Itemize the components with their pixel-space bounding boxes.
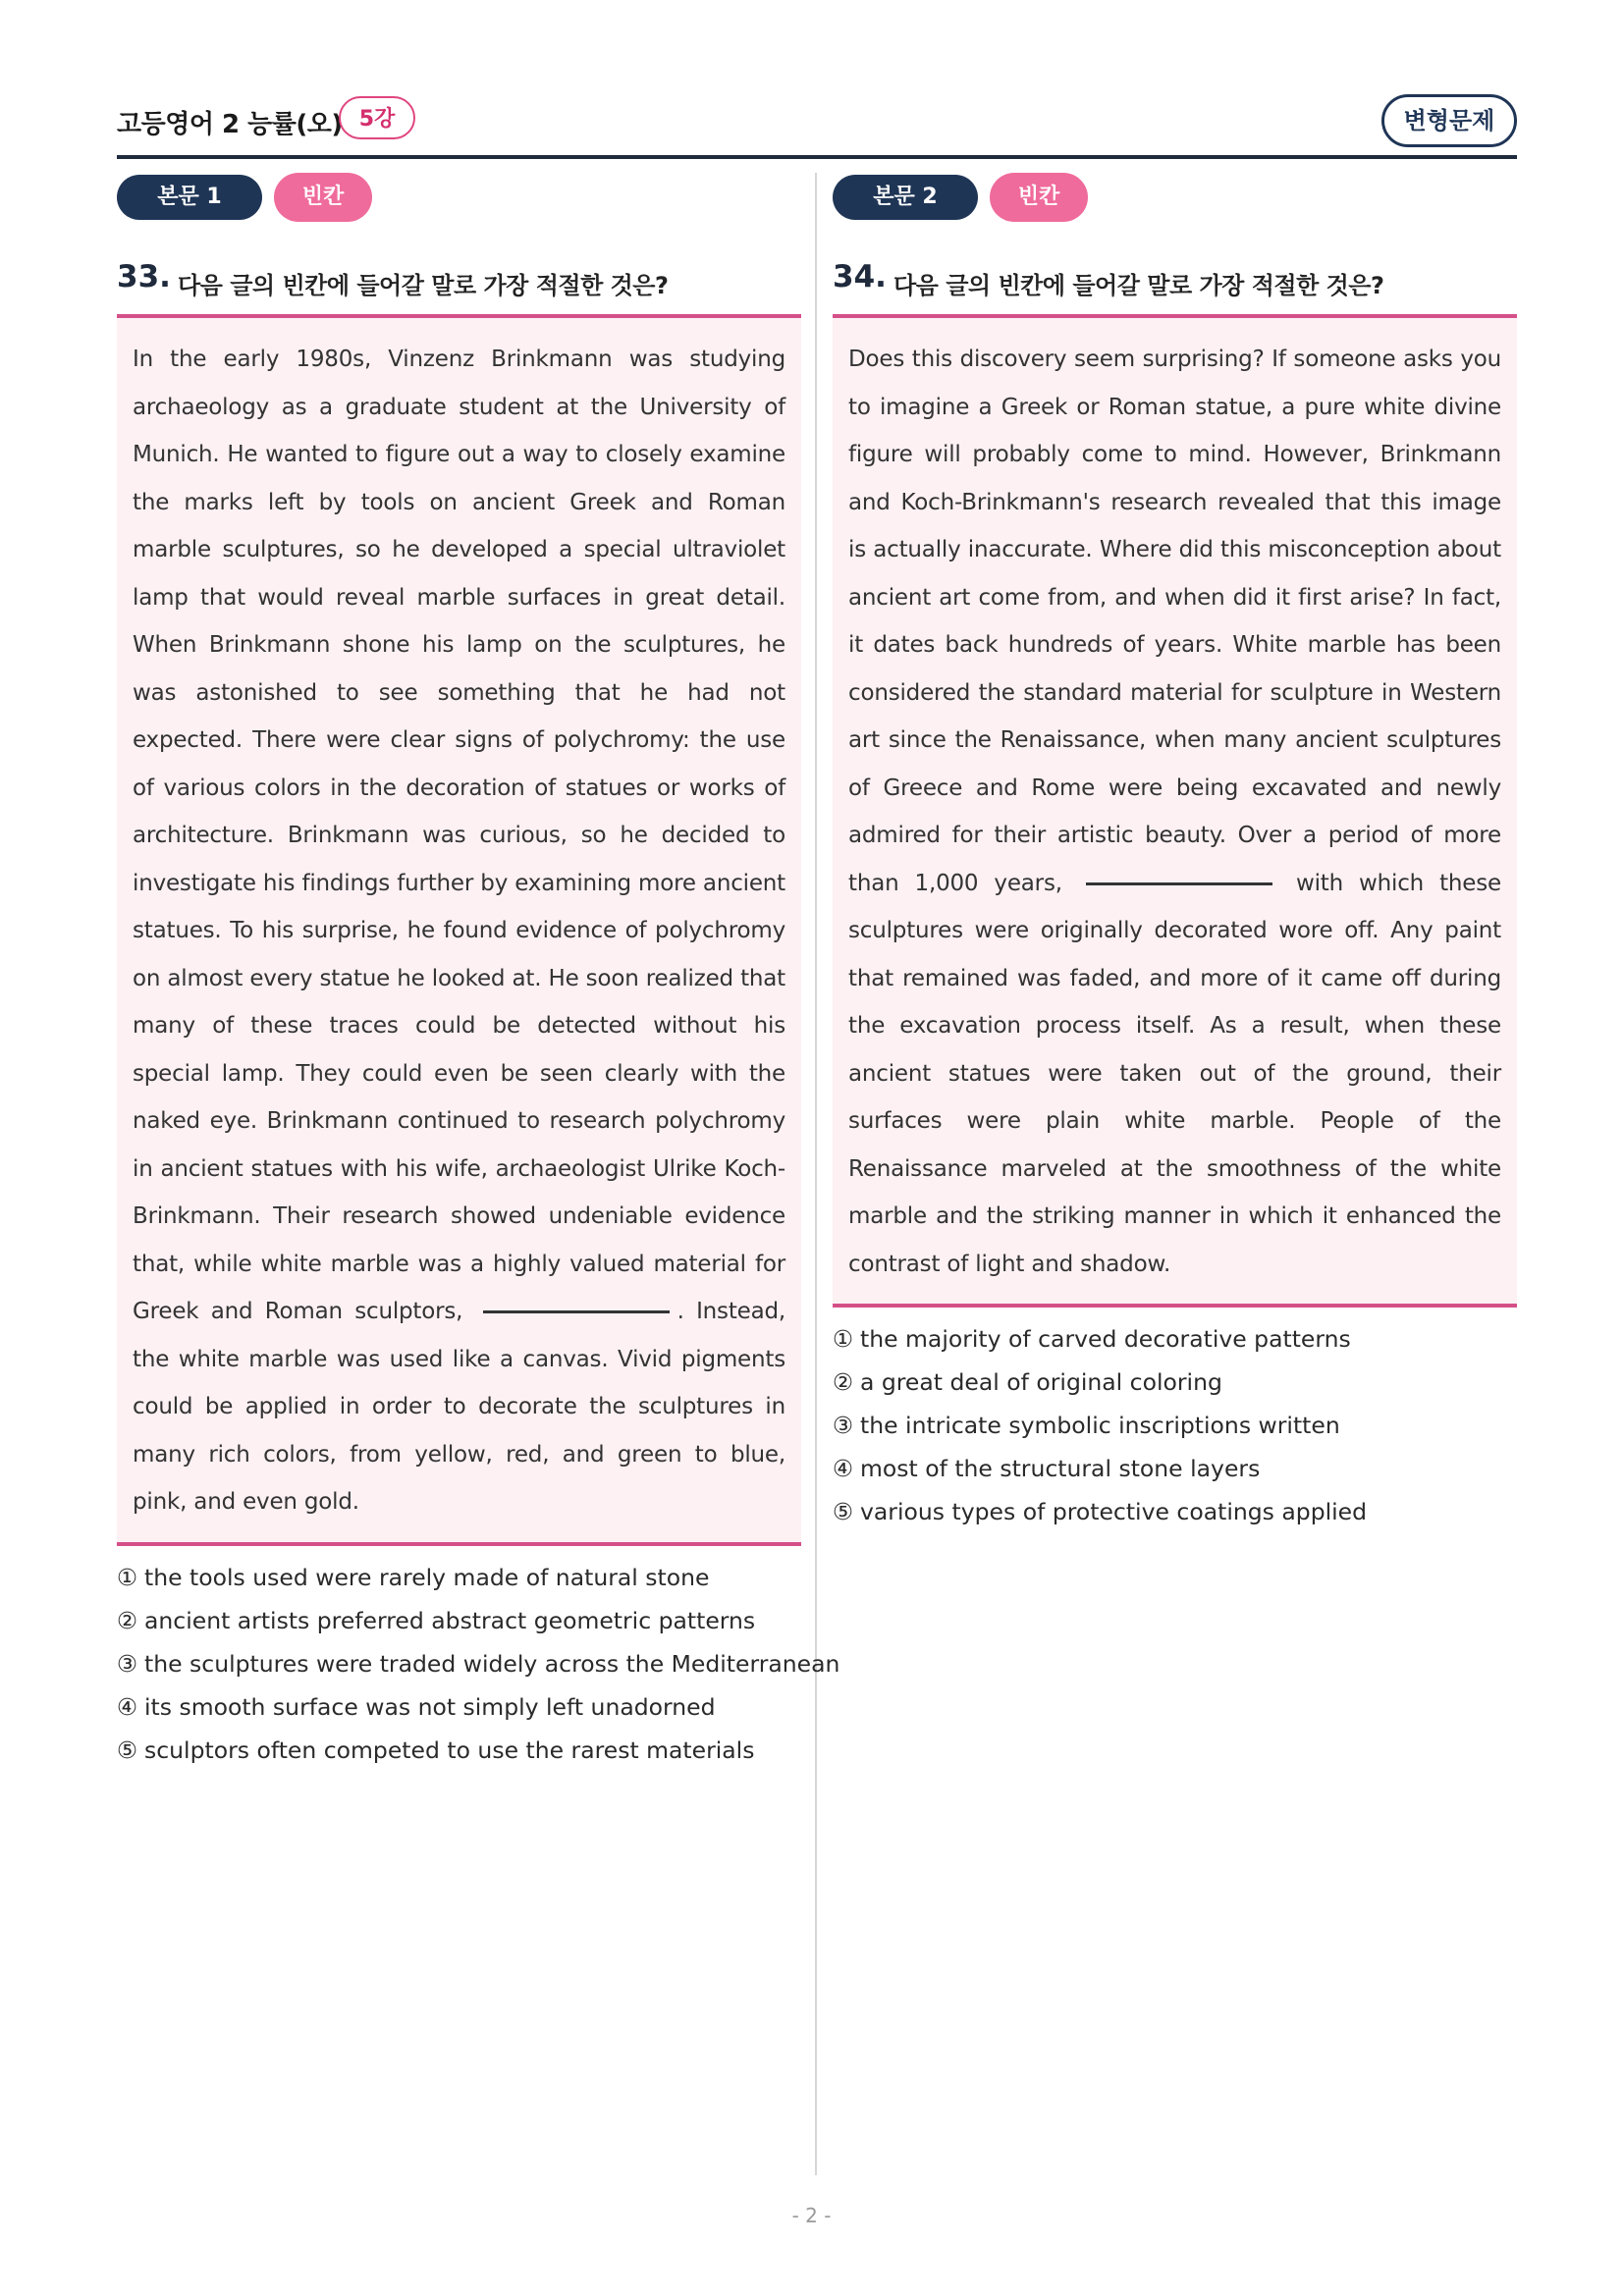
choice-text: the intricate symbolic inscriptions written [860, 1412, 1340, 1439]
passage-text [848, 336, 1501, 1288]
question-heading [117, 259, 801, 298]
passage-tag: 본문 1 [117, 175, 262, 220]
choice-5[interactable] [117, 1729, 801, 1772]
choice-text: the majority of carved decorative patterns [860, 1325, 1351, 1353]
question-33-column [117, 173, 840, 1764]
question-tags [117, 173, 801, 222]
choice-number: ② [833, 1368, 854, 1396]
page-number: - 2 - [791, 2204, 832, 2227]
choice-3[interactable] [117, 1642, 840, 1685]
passage-bottom-rule [117, 1542, 801, 1546]
choice-5[interactable] [833, 1490, 1517, 1533]
choice-number: ① [117, 1564, 138, 1591]
question-type-badge: 변형문제 [1381, 94, 1517, 147]
choice-2[interactable] [833, 1361, 1517, 1404]
passage-before-blank: In the early 1980s, Vinzenz Brinkmann was studying archaeology as a graduate student at the University of Munich. He wanted to figure out a way to closely examine the marks left by tools on ancient Greek and Roman marble sculptures, so he developed a special ultraviolet lamp that would reveal marble surfaces in great detail. When Brinkmann shone his lamp on the sculptures, he was astonished to see something that he had not expected. There were clear signs of polychromy: the use of various colors in the decoration of statues or works of architecture. Brinkmann was curious, so he decided to investigate his findings further by examining more ancient statues. To his surprise, he found evidence of polychromy on almost every statue he looked at. He soon realized that many of these traces could be detected without his special lamp. They could even be seen clearly with the naked eye. Brinkmann continued to research polychromy in ancient statues with his wife, archaeologist Ulrike Koch-Brinkmann. Their research showed undeniable evidence that, while white marble was a highly valued material for Greek and Roman sculptors, [133, 347, 785, 1324]
choice-number: ① [833, 1325, 854, 1353]
question-number: 34. [833, 259, 887, 294]
choice-number: ④ [833, 1455, 854, 1482]
choice-1[interactable] [117, 1556, 801, 1599]
choice-text: a great deal of original coloring [860, 1368, 1222, 1396]
passage-text [133, 336, 785, 1526]
question-tags [833, 173, 1517, 222]
choice-number: ② [117, 1607, 138, 1634]
passage-box [117, 318, 801, 1542]
passage-box [833, 318, 1517, 1304]
answer-choices [833, 1317, 1517, 1533]
page-header [117, 94, 1517, 155]
question-prompt: 다음 글의 빈칸에 들어갈 말로 가장 적절한 것은? [178, 272, 669, 299]
choice-number: ④ [117, 1693, 138, 1721]
question-34-column [833, 173, 1517, 1525]
answer-choices [117, 1556, 840, 1772]
question-prompt: 다음 글의 빈칸에 들어갈 말로 가장 적절한 것은? [893, 272, 1384, 299]
choice-text: ancient artists preferred abstract geometric patterns [144, 1607, 756, 1634]
choice-text: sculptors often competed to use the rarest materials [144, 1736, 755, 1764]
choice-4[interactable] [833, 1447, 1517, 1490]
passage-after-blank: . Instead, the white marble was used like a canvas. Vivid pigments could be applied in order to decorate the sculptures in many rich colors, from yellow, red, and green to blue, pink, and even gold. [133, 1299, 786, 1515]
lesson-badge: 5강 [339, 96, 415, 139]
header-divider [117, 155, 1517, 159]
blank-type-tag: 빈칸 [274, 173, 372, 222]
passage-tag: 본문 2 [833, 175, 978, 220]
column-divider [815, 173, 817, 2175]
choice-text: the tools used were rarely made of natural stone [144, 1564, 710, 1591]
passage-bottom-rule [833, 1304, 1517, 1308]
answer-blank [483, 1310, 670, 1313]
choice-text: various types of protective coatings applied [860, 1498, 1368, 1525]
question-heading [833, 259, 1517, 298]
blank-type-tag: 빈칸 [990, 173, 1088, 222]
passage-before-blank: Does this discovery seem surprising? If someone asks you to imagine a Greek or Roman statue, a pure white divine figure will probably come to mind. However, Brinkmann and Koch-Brinkmann's research revealed that this image is actually inaccurate. Where did this misconception about ancient art come from, and when did it first arise? In fact, it dates back hundreds of years. White marble has been considered the standard material for sculpture in Western art since the Renaissance, when many ancient sculptures of Greece and Rome were being excavated and newly admired for their artistic beauty. Over a period of more than 1,000 years, [848, 347, 1501, 896]
passage-after-blank: with which these sculptures were originally decorated wore off. Any paint that remained was faded, and more of it came off during the excavation process itself. As a result, when these ancient statues were taken out of the ground, their surfaces were plain white marble. People of the Renaissance marveled at the smoothness of the white marble and the striking manner in which it enhanced the contrast of light and shadow. [848, 870, 1501, 1277]
choice-1[interactable] [833, 1317, 1517, 1361]
choice-number: ③ [833, 1412, 854, 1439]
choice-number: ⑤ [117, 1736, 138, 1764]
answer-blank [1086, 882, 1272, 885]
choice-3[interactable] [833, 1404, 1517, 1447]
question-number: 33. [117, 259, 171, 294]
choice-text: most of the structural stone layers [860, 1455, 1261, 1482]
book-title: 고등영어 2 능률(오) [117, 110, 343, 139]
choice-text: its smooth surface was not simply left unadorned [144, 1693, 716, 1721]
choice-number: ③ [117, 1650, 138, 1678]
choice-2[interactable] [117, 1599, 801, 1642]
choice-text: the sculptures were traded widely across the Mediterranean [144, 1650, 840, 1678]
choice-number: ⑤ [833, 1498, 854, 1525]
choice-4[interactable] [117, 1685, 801, 1729]
